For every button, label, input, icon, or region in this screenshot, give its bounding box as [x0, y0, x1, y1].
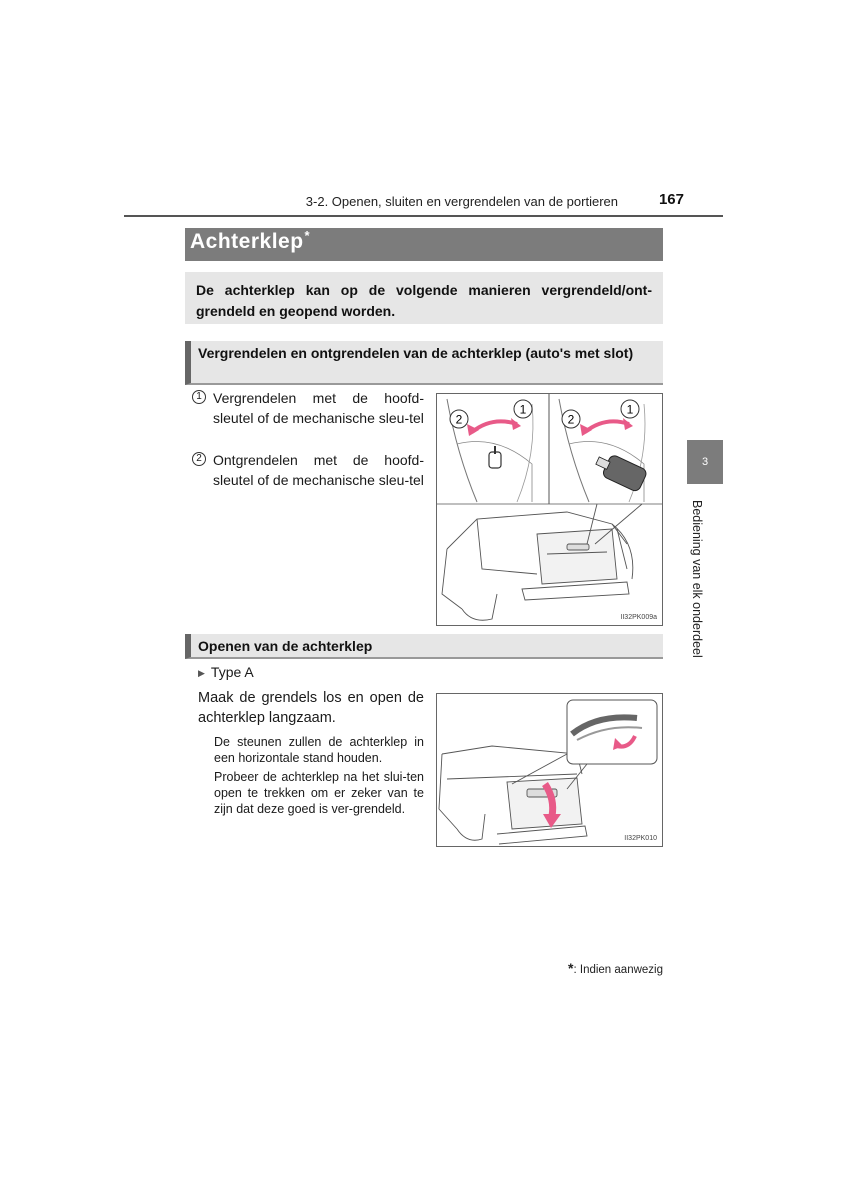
type-label-text: Type A: [210, 664, 254, 680]
running-header: 3-2. Openen, sluiten en vergrendelen van de portieren: [305, 194, 618, 209]
availability-marker: *: [304, 228, 311, 243]
figure-code: II32PK009a: [620, 614, 657, 621]
tailgate-lock-illustration: [437, 394, 662, 625]
callout-2: 2: [455, 412, 463, 427]
page-title: [190, 230, 310, 254]
open-tailgate-illustration: [437, 694, 662, 846]
page-number: 167: [658, 191, 684, 208]
footnote-marker: *: [568, 960, 574, 976]
callout-1: 1: [519, 402, 527, 417]
step-number: 1: [192, 390, 206, 404]
chapter-label: [690, 500, 710, 670]
note-verify-locked: Probeer de achterklep na het slui-ten open te trekken om er zeker van te zijn dat deze goed is ver-grendeld.: [214, 770, 424, 816]
figure-code: II32PK010: [624, 835, 657, 842]
step-text: Ontgrendelen met de hoofd-sleutel of de mechanische sleu-tel: [213, 452, 424, 488]
instruction-paragraph: Maak de grendels los en open de achterklep langzaam.: [198, 690, 424, 726]
note-supports: De steunen zullen de achterklep in een horizontale stand houden.: [214, 735, 424, 765]
lock-cylinder-icon: [489, 452, 501, 468]
step-unlock: [192, 450, 424, 490]
figure-tailgate-lock: [436, 393, 663, 626]
footnote-text: : Indien aanwezig: [573, 964, 663, 976]
chapter-tab: 3: [687, 440, 723, 484]
triangle-bullet-icon: ▶: [198, 668, 205, 678]
callout-2: 2: [567, 412, 575, 427]
step-text: Vergrendelen met de hoofd-sleutel of de mechanische sleu-tel: [213, 390, 424, 426]
key-icon: [592, 450, 647, 493]
footnote: [520, 960, 663, 976]
type-label: [198, 664, 254, 680]
step-lock: [192, 388, 424, 428]
chapter-label-text: Bediening van elk onderdeel: [690, 500, 704, 658]
callout-1: 1: [626, 402, 634, 417]
page-title-text: Achterklep: [190, 230, 304, 253]
header-rule: [124, 215, 723, 217]
truck-drawing: [442, 512, 633, 620]
section-heading-open: Openen van de achterklep: [185, 634, 663, 659]
step-number: 2: [192, 452, 206, 466]
intro-box: De achterklep kan op de volgende manieren vergrendeld/ont-grendeld en geopend worden.: [185, 272, 663, 324]
section-heading-lock: Vergrendelen en ontgrendelen van de achterklep (auto's met slot): [185, 341, 663, 385]
figure-open-tailgate: [436, 693, 663, 847]
